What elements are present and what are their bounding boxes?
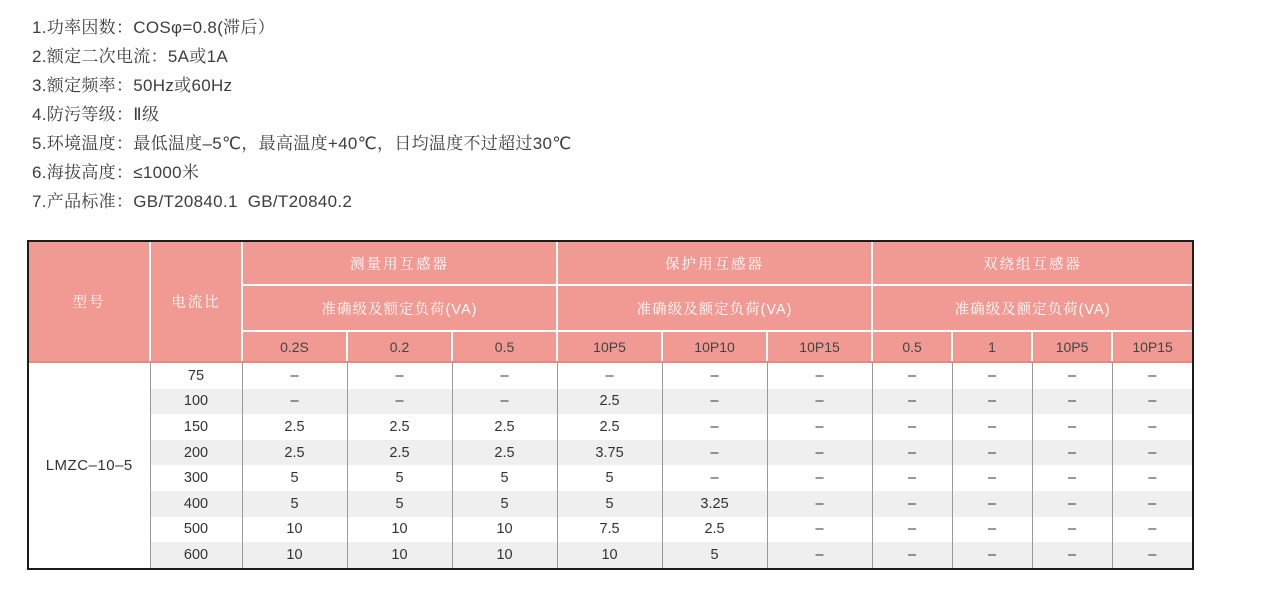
col-header-dw-0-5: 0.5 bbox=[872, 331, 952, 362]
value-cell: 5 bbox=[347, 465, 452, 491]
ratio-cell: 300 bbox=[150, 465, 242, 491]
table-header bbox=[29, 242, 1192, 362]
value-cell: – bbox=[1032, 491, 1112, 517]
spec-item-secondary-current: 2.额定二次电流：5A或1A bbox=[32, 47, 228, 66]
subheader-protection-load: 准确级及额定负荷(VA) bbox=[557, 285, 872, 331]
table-row bbox=[29, 389, 1192, 415]
ratio-cell: 75 bbox=[150, 362, 242, 389]
group-header-dual-winding: 双绕组互感器 bbox=[872, 242, 1192, 285]
value-cell: – bbox=[1112, 362, 1192, 389]
model-column-header: 型号 bbox=[29, 242, 150, 362]
col-header-dw-10p5: 10P5 bbox=[1032, 331, 1112, 362]
group-header-measuring: 测量用互感器 bbox=[242, 242, 557, 285]
value-cell: – bbox=[347, 389, 452, 415]
ratio-column-header: 电流比 bbox=[150, 242, 242, 362]
value-cell: 5 bbox=[242, 491, 347, 517]
value-cell: – bbox=[952, 465, 1032, 491]
col-header-10p5: 10P5 bbox=[557, 331, 662, 362]
value-cell: – bbox=[872, 440, 952, 466]
value-cell: – bbox=[1032, 414, 1112, 440]
value-cell: 10 bbox=[242, 542, 347, 568]
value-cell: – bbox=[1032, 440, 1112, 466]
model-cell: LMZC–10–5 bbox=[29, 362, 150, 568]
value-cell: 2.5 bbox=[662, 517, 767, 543]
value-cell: 5 bbox=[242, 465, 347, 491]
value-cell: – bbox=[1112, 465, 1192, 491]
value-cell: – bbox=[662, 465, 767, 491]
value-cell: 2.5 bbox=[242, 440, 347, 466]
col-header-0-5: 0.5 bbox=[452, 331, 557, 362]
value-cell: 5 bbox=[557, 465, 662, 491]
value-cell: – bbox=[952, 362, 1032, 389]
value-cell: – bbox=[1032, 362, 1112, 389]
value-cell: – bbox=[1032, 542, 1112, 568]
spec-item-rated-frequency: 3.额定频率：50Hz或60Hz bbox=[32, 76, 233, 95]
table-row bbox=[29, 465, 1192, 491]
ratio-cell: 150 bbox=[150, 414, 242, 440]
value-cell: 5 bbox=[557, 491, 662, 517]
value-cell: 5 bbox=[662, 542, 767, 568]
value-cell: 2.5 bbox=[347, 440, 452, 466]
value-cell: – bbox=[952, 517, 1032, 543]
value-cell: – bbox=[1112, 542, 1192, 568]
value-cell: – bbox=[1112, 389, 1192, 415]
value-cell: 10 bbox=[242, 517, 347, 543]
value-cell: – bbox=[767, 517, 872, 543]
value-cell: – bbox=[347, 362, 452, 389]
value-cell: – bbox=[662, 362, 767, 389]
value-cell: – bbox=[1032, 517, 1112, 543]
value-cell: – bbox=[872, 517, 952, 543]
value-cell: – bbox=[952, 414, 1032, 440]
value-cell: 2.5 bbox=[557, 389, 662, 415]
value-cell: – bbox=[767, 389, 872, 415]
value-cell: – bbox=[952, 491, 1032, 517]
value-cell: – bbox=[452, 362, 557, 389]
value-cell: 3.25 bbox=[662, 491, 767, 517]
value-cell: – bbox=[1032, 465, 1112, 491]
value-cell: – bbox=[242, 389, 347, 415]
value-cell: – bbox=[1112, 517, 1192, 543]
value-cell: 10 bbox=[347, 542, 452, 568]
value-cell: 5 bbox=[452, 491, 557, 517]
value-cell: – bbox=[662, 414, 767, 440]
subheader-measuring-load: 准确级及额定负荷(VA) bbox=[242, 285, 557, 331]
ratio-cell: 600 bbox=[150, 542, 242, 568]
col-header-10p10: 10P10 bbox=[662, 331, 767, 362]
value-cell: – bbox=[872, 362, 952, 389]
ratio-cell: 400 bbox=[150, 491, 242, 517]
value-cell: – bbox=[662, 440, 767, 466]
spec-item-ambient-temp: 5.环境温度：最低温度–5℃，最高温度+40℃，日均温度不过超过30℃ bbox=[32, 134, 572, 153]
col-header-dw-10p15: 10P15 bbox=[1112, 331, 1192, 362]
value-cell: 2.5 bbox=[557, 414, 662, 440]
value-cell: – bbox=[1112, 414, 1192, 440]
table-row bbox=[29, 362, 1192, 389]
value-cell: 2.5 bbox=[452, 440, 557, 466]
value-cell: – bbox=[952, 440, 1032, 466]
value-cell: 2.5 bbox=[347, 414, 452, 440]
value-cell: – bbox=[242, 362, 347, 389]
col-header-0-2: 0.2 bbox=[347, 331, 452, 362]
value-cell: 3.75 bbox=[557, 440, 662, 466]
value-cell: – bbox=[872, 465, 952, 491]
value-cell: 10 bbox=[347, 517, 452, 543]
table-row bbox=[29, 542, 1192, 568]
value-cell: – bbox=[767, 440, 872, 466]
value-cell: – bbox=[662, 389, 767, 415]
spec-item-product-standard: 7.产品标准：GB/T20840.1 GB/T20840.2 bbox=[32, 192, 353, 211]
spec-item-pollution-class: 4.防污等级：Ⅱ级 bbox=[32, 105, 160, 124]
value-cell: 10 bbox=[452, 542, 557, 568]
value-cell: – bbox=[767, 465, 872, 491]
value-cell: 10 bbox=[452, 517, 557, 543]
value-cell: – bbox=[452, 389, 557, 415]
table-row bbox=[29, 414, 1192, 440]
value-cell: – bbox=[767, 362, 872, 389]
value-cell: – bbox=[952, 389, 1032, 415]
value-cell: – bbox=[767, 542, 872, 568]
col-header-0-2s: 0.2S bbox=[242, 331, 347, 362]
value-cell: – bbox=[1032, 389, 1112, 415]
value-cell: – bbox=[872, 542, 952, 568]
spec-list bbox=[0, 0, 1273, 216]
value-cell: – bbox=[872, 491, 952, 517]
value-cell: 10 bbox=[557, 542, 662, 568]
value-cell: – bbox=[1112, 491, 1192, 517]
value-cell: 2.5 bbox=[452, 414, 557, 440]
value-cell: – bbox=[767, 414, 872, 440]
spec-item-power-factor: 1.功率因数：COSφ=0.8(滞后） bbox=[32, 18, 275, 37]
value-cell: 5 bbox=[347, 491, 452, 517]
table-row bbox=[29, 491, 1192, 517]
table-row bbox=[29, 517, 1192, 543]
table-body bbox=[29, 362, 1192, 568]
col-header-10p15: 10P15 bbox=[767, 331, 872, 362]
ratio-cell: 200 bbox=[150, 440, 242, 466]
col-header-dw-1: 1 bbox=[952, 331, 1032, 362]
value-cell: – bbox=[952, 542, 1032, 568]
value-cell: 5 bbox=[452, 465, 557, 491]
group-header-protection: 保护用互感器 bbox=[557, 242, 872, 285]
spec-item-altitude: 6.海拔高度：≤1000米 bbox=[32, 163, 200, 182]
value-cell: 7.5 bbox=[557, 517, 662, 543]
value-cell: – bbox=[557, 362, 662, 389]
ratio-cell: 500 bbox=[150, 517, 242, 543]
value-cell: – bbox=[872, 389, 952, 415]
value-cell: 2.5 bbox=[242, 414, 347, 440]
table-row bbox=[29, 440, 1192, 466]
ratings-table bbox=[29, 242, 1192, 568]
ratings-table-frame bbox=[27, 240, 1194, 570]
value-cell: – bbox=[1112, 440, 1192, 466]
ratio-cell: 100 bbox=[150, 389, 242, 415]
subheader-dual-winding-load: 准确级及额定负荷(VA) bbox=[872, 285, 1192, 331]
value-cell: – bbox=[767, 491, 872, 517]
value-cell: – bbox=[872, 414, 952, 440]
